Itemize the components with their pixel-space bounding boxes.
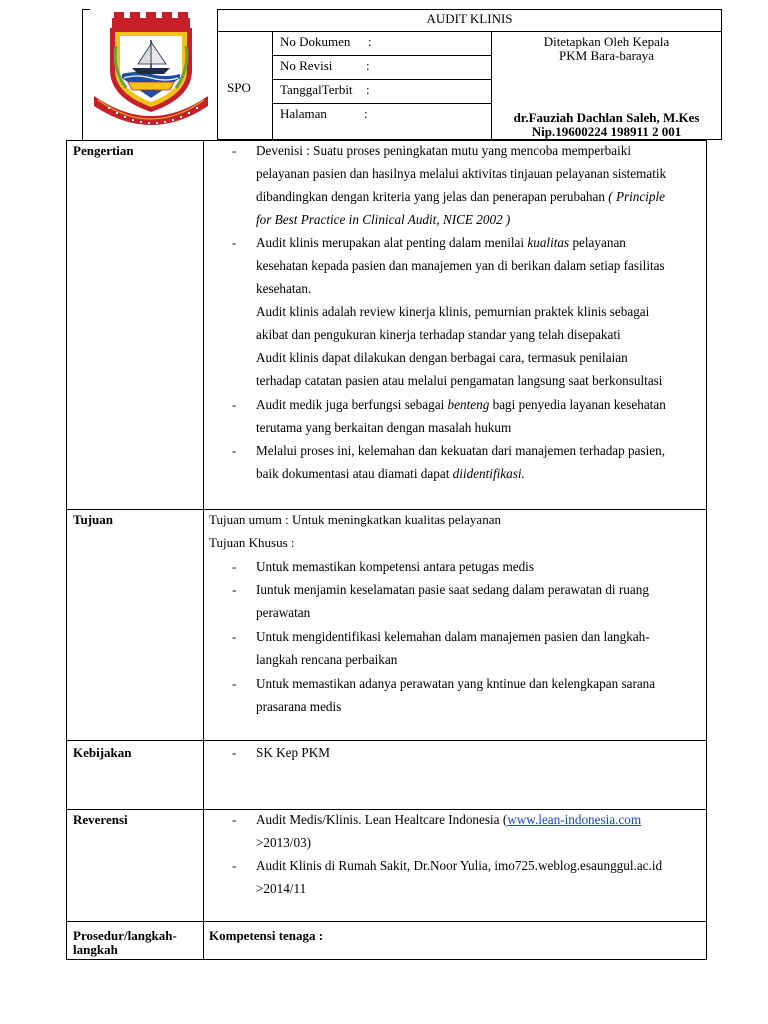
pengertian-text: baik dokumentasi atau diamati dapat xyxy=(256,466,450,481)
kebijakan-item: SK Kep PKM xyxy=(256,745,331,760)
pengertian-line: terhadap catatan pasien atau melalui pengamatan langsung saat berkonsultasi xyxy=(256,373,663,388)
rule xyxy=(66,509,707,510)
rule xyxy=(82,9,90,10)
reverensi-item: Audit Klinis di Rumah Sakit, Dr.Noor Yulia, imo725.weblog.esaunggul.ac.id xyxy=(256,858,663,873)
field-no-revisi: No Revisi xyxy=(280,58,333,73)
rule xyxy=(272,79,491,80)
approval-line2: PKM Bara-baraya xyxy=(559,48,654,63)
rule xyxy=(217,31,721,32)
section-label-prosedur-cont: langkah xyxy=(73,942,118,957)
section-label-reverensi: Reverensi xyxy=(73,812,128,827)
rule xyxy=(217,9,721,10)
bullet-dash: - xyxy=(232,397,237,412)
document-title: AUDIT KLINIS xyxy=(426,11,513,26)
pengertian-text: dibandingkan dengan kriteria yang jelas dan penerapan perubahan xyxy=(256,189,605,204)
bullet-dash: - xyxy=(232,443,237,458)
pengertian-line: terutama yang berkaitan dengan masalah hukum xyxy=(256,420,512,435)
tujuan-khusus: Tujuan Khusus : xyxy=(209,535,295,550)
bullet-dash: - xyxy=(232,745,237,760)
pengertian-citation: for Best Practice in Clinical Audit, NICE 2002 ) xyxy=(256,212,511,227)
city-seal-logo xyxy=(90,12,212,132)
rule xyxy=(272,55,491,56)
rule xyxy=(66,740,707,741)
rule xyxy=(66,921,707,922)
rule xyxy=(272,103,491,104)
bullet-dash: - xyxy=(232,629,237,644)
pengertian-citation: ( Principle xyxy=(608,189,666,204)
pengertian-line xyxy=(256,466,525,482)
bullet-dash: - xyxy=(232,143,237,158)
approval-line1: Ditetapkan Oleh Kepala xyxy=(543,34,670,49)
field-sep: : xyxy=(364,106,368,121)
rule xyxy=(203,140,204,960)
pengertian-text: bagi penyedia layanan kesehatan xyxy=(492,397,666,412)
pengertian-emphasis: kualitas xyxy=(527,235,570,250)
field-sep: : xyxy=(366,82,370,97)
signer-name: dr.Fauziah Dachlan Saleh, M.Kes xyxy=(513,110,700,125)
rule xyxy=(721,9,722,140)
tujuan-line: langkah rencana perbaikan xyxy=(256,652,398,667)
bullet-dash: - xyxy=(232,235,237,250)
bullet-dash: - xyxy=(232,582,237,597)
tujuan-line: perawatan xyxy=(256,605,311,620)
section-label-prosedur: Prosedur/langkah- xyxy=(73,928,177,943)
field-sep: : xyxy=(368,34,372,49)
field-no-dokumen xyxy=(280,34,350,50)
rule xyxy=(66,809,707,810)
reference-link[interactable]: www.lean-indonesia.com xyxy=(507,812,642,827)
rule xyxy=(66,140,707,141)
bullet-dash: - xyxy=(232,858,237,873)
pengertian-emphasis: diidentifikasi. xyxy=(452,466,525,481)
pengertian-line: Audit klinis adalah review kinerja klinis, pemurnian praktek klinis sebagai xyxy=(256,304,650,319)
pengertian-line: akibat dan pengukuran kinerja terhadap standar yang telah disepakati xyxy=(256,327,621,342)
bullet-dash: - xyxy=(232,812,237,827)
pengertian-line: Devenisi : Suatu proses peningkatan mutu yang mencoba memperbaiki xyxy=(256,143,632,158)
section-label-tujuan: Tujuan xyxy=(73,512,113,527)
rule xyxy=(82,9,83,140)
tujuan-line: Untuk mengidentifikasi kelemahan dalam manajemen pasien dan langkah- xyxy=(256,629,650,644)
reverensi-item xyxy=(256,812,641,828)
rule xyxy=(66,959,707,960)
tujuan-line: Iuntuk menjamin keselamatan pasie saat sedang dalam perawatan di ruang xyxy=(256,582,649,597)
pengertian-line: kesehatan kepada pasien dan manajemen yan di berikan dalam setiap fasilitas xyxy=(256,258,665,273)
pengertian-line: pelayanan pasien dan hasilnya melalui aktivitas tinjauan pelayanan sistematik xyxy=(256,166,667,181)
pengertian-line: kesehatan. xyxy=(256,281,312,296)
pengertian-text: Audit medik juga berfungsi sebagai xyxy=(256,397,445,412)
tujuan-umum: Tujuan umum : Untuk meningkatkan kualitas pelayanan xyxy=(209,512,501,527)
pengertian-line xyxy=(256,212,510,228)
prosedur-content: Kompetensi tenaga : xyxy=(209,928,324,943)
rule xyxy=(66,140,67,960)
signer-nip: Nip.19600224 198911 2 001 xyxy=(531,124,682,139)
section-label-kebijakan: Kebijakan xyxy=(73,745,132,760)
reverensi-item: >2014/11 xyxy=(256,881,307,896)
reverensi-item: >2013/03) xyxy=(256,835,312,850)
rule xyxy=(706,140,707,960)
field-tanggal-terbit: TanggalTerbit xyxy=(280,82,353,97)
pengertian-line xyxy=(256,189,665,205)
tujuan-line: prasarana medis xyxy=(256,699,342,714)
section-label-pengertian: Pengertian xyxy=(73,143,134,158)
pengertian-line xyxy=(256,397,666,413)
rule xyxy=(217,9,218,140)
bullet-dash: - xyxy=(232,559,237,574)
spo-label: SPO xyxy=(227,80,251,95)
pengertian-text: Audit klinis merupakan alat penting dalam menilai xyxy=(256,235,525,250)
pengertian-line: Audit klinis dapat dilakukan dengan berbagai cara, termasuk penilaian xyxy=(256,350,628,365)
field-label: No Dokumen xyxy=(280,34,351,49)
tujuan-line: Untuk memastikan kompetensi antara petugas medis xyxy=(256,559,534,574)
tujuan-line: Untuk memastikan adanya perawatan yang kntinue dan kelengkapan sarana xyxy=(256,676,656,691)
seal-icon xyxy=(90,12,212,132)
bullet-dash: - xyxy=(232,676,237,691)
pengertian-emphasis: benteng xyxy=(447,397,490,412)
field-halaman: Halaman xyxy=(280,106,327,121)
rule xyxy=(272,31,273,140)
pengertian-text: pelayanan xyxy=(572,235,626,250)
pengertian-line: Melalui proses ini, kelemahan dan kekuatan dari manajemen terhadap pasien, xyxy=(256,443,666,458)
reverensi-text: Audit Medis/Klinis. Lean Healtcare Indonesia ( xyxy=(256,812,508,827)
pengertian-line xyxy=(256,235,626,251)
field-sep: : xyxy=(366,58,370,73)
